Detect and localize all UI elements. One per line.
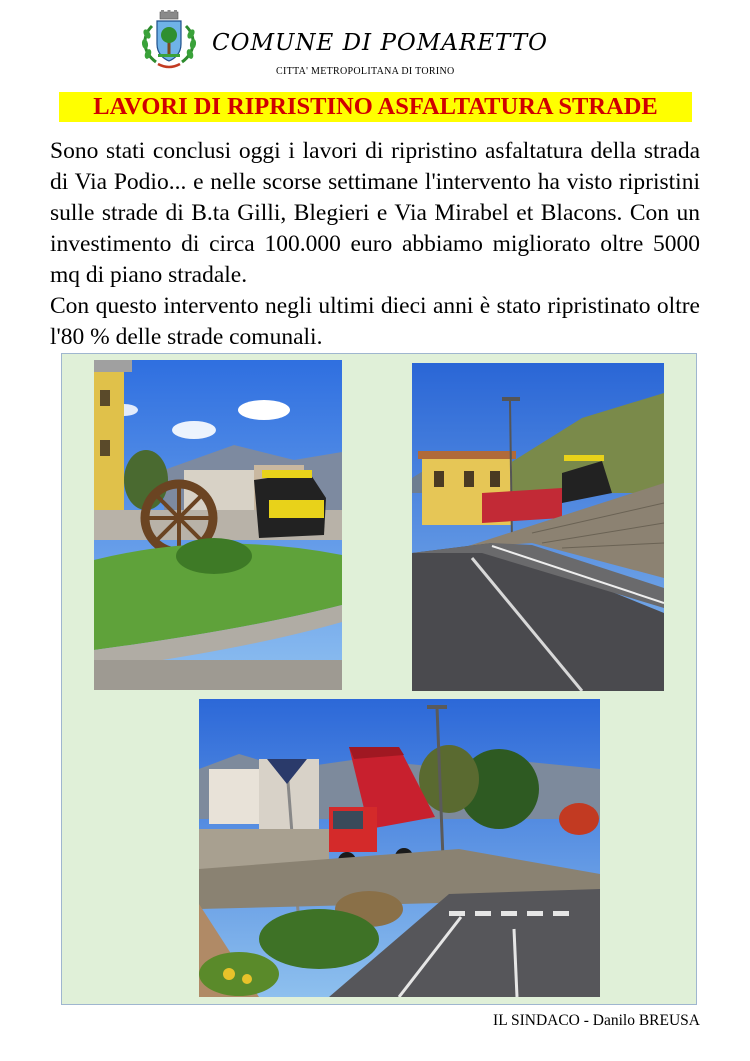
mayor-signature: IL SINDACO - Danilo BREUSA — [493, 1012, 700, 1029]
municipality-subtitle: CITTA' METROPOLITANA DI TORINO — [276, 66, 455, 77]
document-title: LAVORI DI RIPRISTINO ASFALTATURA STRADE — [59, 92, 692, 122]
paragraph-1: Sono stati conclusi oggi i lavori di ripristino asfaltatura della strada di Via Podio... e nelle scorse settimane l'intervento ha visto ripristini sulle strade di B.ta Gilli, Blegieri e Via Mirabel et Blacons. Con un investimento di circa 100.000 euro abbiamo migliorato oltre 5000 mq di piano stradale. — [50, 138, 700, 288]
photo-roundabout-water-wheel — [94, 360, 342, 690]
photo-road-stone-wall — [412, 363, 664, 691]
photo-collage — [61, 353, 697, 1005]
municipality-name: COMUNE DI POMARETTO — [212, 30, 549, 56]
photo-dump-truck-crosswalk — [199, 699, 600, 997]
municipal-crest — [138, 10, 200, 72]
paragraph-2: Con questo intervento negli ultimi dieci anni è stato ripristinato oltre l'80 % delle strade comunali. — [50, 293, 700, 350]
body-text — [50, 136, 700, 353]
